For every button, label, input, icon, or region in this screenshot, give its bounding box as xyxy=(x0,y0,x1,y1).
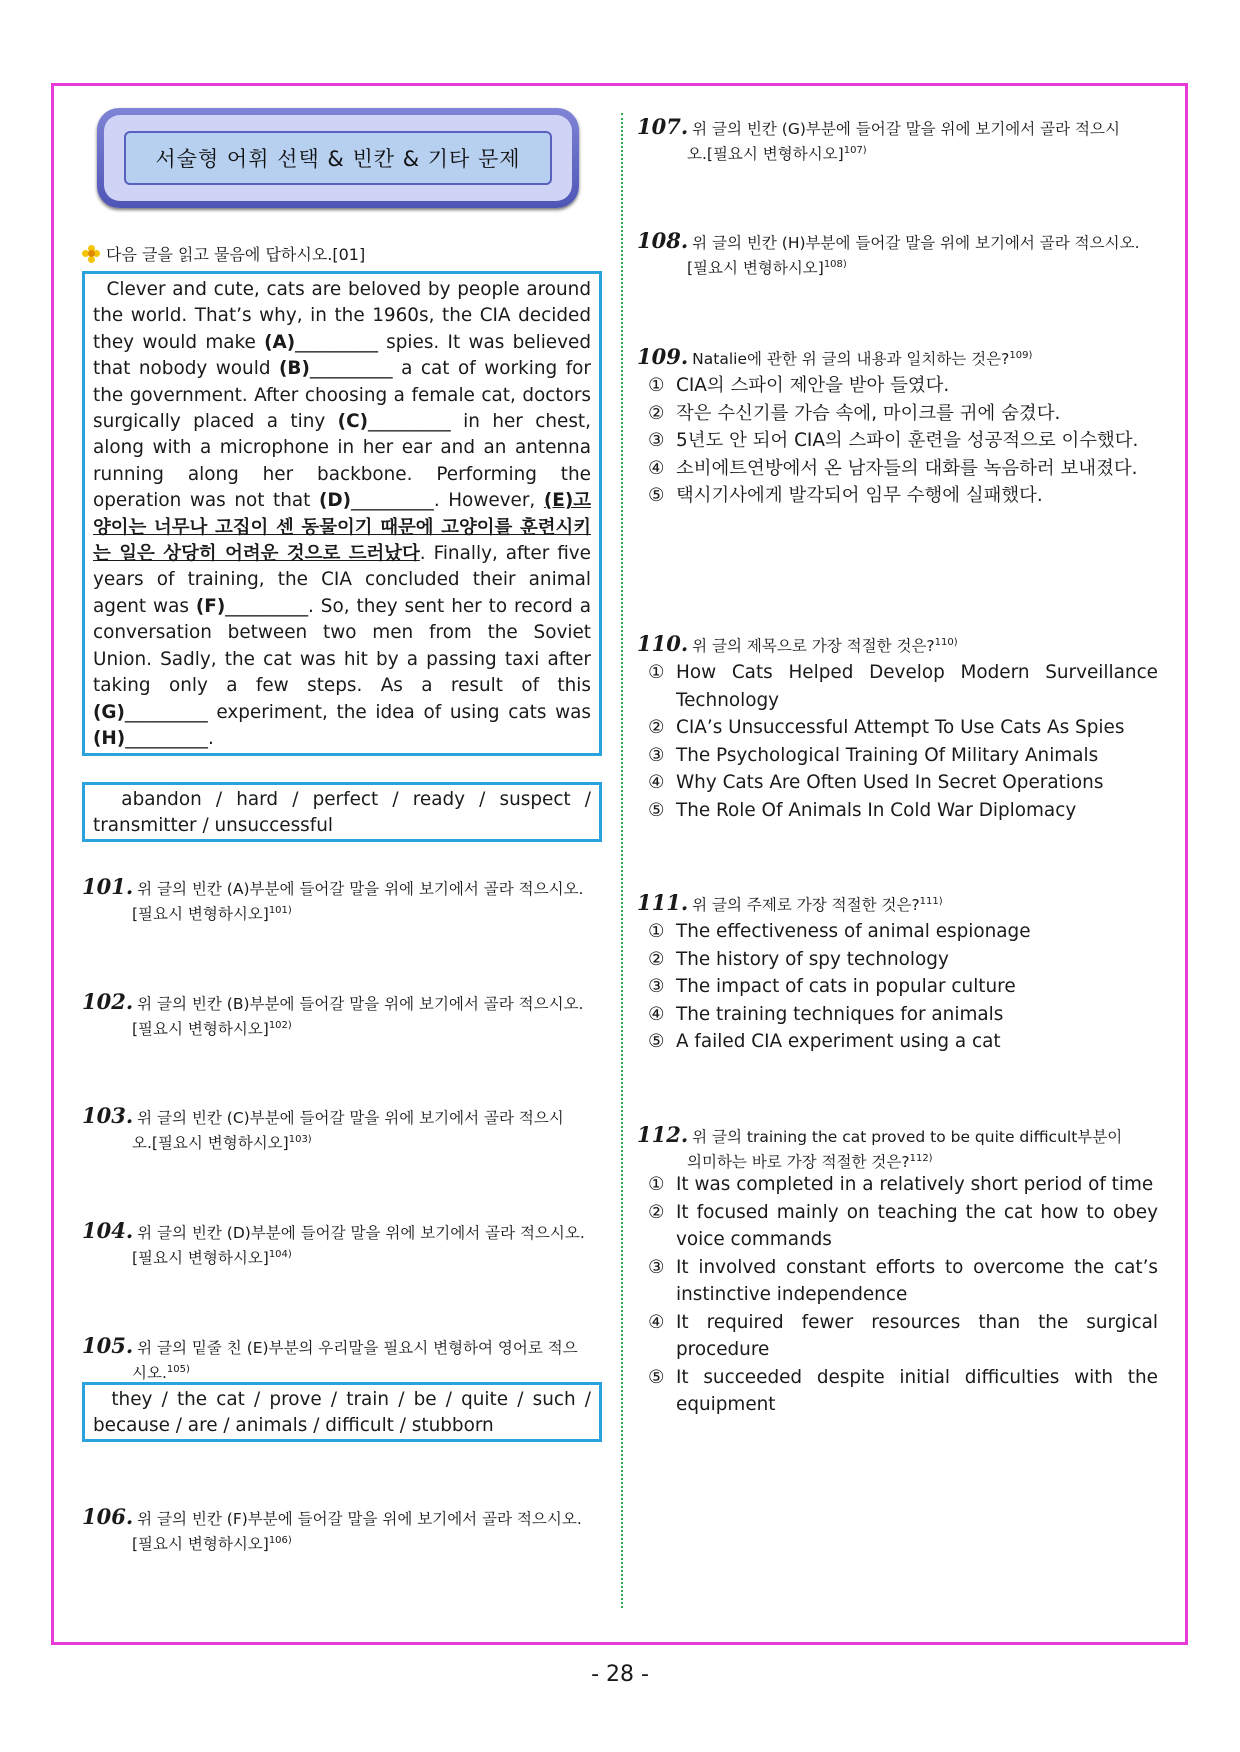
options-112 xyxy=(648,1171,1158,1419)
question-103: 103. 위 글의 빈칸 (C)부분에 들어갈 말을 위에 보기에서 골라 적으시 오.[필요시 변형하시오]$^{103)}$ xyxy=(82,1103,564,1153)
question-107: 107. 위 글의 빈칸 (G)부분에 들어갈 말을 위에 보기에서 골라 적으시 오.[필요시 변형하시오]$^{107)}$ xyxy=(637,114,1120,164)
option[interactable]: ④ 소비에트연방에서 온 남자들의 대화를 녹음하러 보내졌다. xyxy=(648,457,1138,479)
option[interactable]: ③ It involved constant efforts to overcome the cat’s instinctive independence xyxy=(648,1256,1158,1305)
options-110 xyxy=(648,659,1158,824)
question-112: 112. 위 글의 training the cat proved to be quite difficult부분이 의미하는 바로 가장 적절한 것은?$^{112)}$ xyxy=(637,1122,1123,1172)
option[interactable]: ② 작은 수신기를 가슴 속에, 마이크를 귀에 숨겼다. xyxy=(648,402,1061,424)
option[interactable]: ⑤ 택시기사에게 발각되어 임무 수행에 실패했다. xyxy=(648,485,1043,506)
option[interactable]: ② The history of spy technology xyxy=(648,948,949,970)
option[interactable]: ① How Cats Helped Develop Modern Surveillance Technology xyxy=(648,662,1158,711)
question-110: 110. 위 글의 제목으로 가장 적절한 것은?$^{110)}$ xyxy=(637,631,958,657)
option[interactable]: ④ Why Cats Are Often Used In Secret Operations xyxy=(648,772,1104,793)
option[interactable]: ③ The impact of cats in popular culture xyxy=(648,976,1016,997)
options-109 xyxy=(648,372,1158,510)
underlined-e: (E)고양이는 너무나 고집이 센 동물이기 때문에 고양이를 훈련시키는 일은 상당히 어려운 것으로 드러났다 xyxy=(93,490,591,565)
instruction xyxy=(82,242,365,265)
question-106: 106. 위 글의 빈칸 (F)부분에 들어갈 말을 위에 보기에서 골라 적으시오. [필요시 변형하시오]$^{106)}$ xyxy=(82,1504,582,1554)
page-number: - 28 - xyxy=(591,1662,649,1687)
option[interactable]: ① It was completed in a relatively short period of time xyxy=(648,1174,1154,1195)
option[interactable]: ⑤ A failed CIA experiment using a cat xyxy=(648,1031,1001,1052)
question-108: 108. 위 글의 빈칸 (H)부분에 들어갈 말을 위에 보기에서 골라 적으시오. [필요시 변형하시오]$^{108)}$ xyxy=(637,228,1140,278)
flower-icon xyxy=(82,245,100,263)
option[interactable]: ① The effectiveness of animal espionage xyxy=(648,921,1031,942)
option[interactable]: ④ The training techniques for animals xyxy=(648,1003,1004,1025)
word-choice-box-e: they / the cat / prove / train / be / quite / such / because / are / animals / difficult / stubborn xyxy=(82,1382,602,1442)
option[interactable]: ⑤ It succeeded despite initial difficulties with the equipment xyxy=(648,1366,1158,1415)
instruction-text: 다음 글을 읽고 물음에 답하시오.[01] xyxy=(106,245,366,264)
column-divider xyxy=(621,113,623,1608)
option[interactable]: ② It focused mainly on teaching the cat how to obey voice commands xyxy=(648,1201,1158,1250)
option[interactable]: ③ 5년도 안 되어 CIA의 스파이 훈련을 성공적으로 이수했다. xyxy=(648,430,1139,451)
option[interactable]: ② CIA’s Unsuccessful Attempt To Use Cats As Spies xyxy=(648,717,1125,738)
options-111 xyxy=(648,918,1158,1056)
section-title-banner xyxy=(97,108,579,208)
option[interactable]: ④ It required fewer resources than the surgical procedure xyxy=(648,1311,1158,1360)
question-101: 101. 위 글의 빈칸 (A)부분에 들어갈 말을 위에 보기에서 골라 적으시오. [필요시 변형하시오]$^{101)}$ xyxy=(82,874,584,924)
question-109: 109. Natalie에 관한 위 글의 내용과 일치하는 것은?$^{109)}$ xyxy=(637,344,1033,370)
option[interactable]: ⑤ The Role Of Animals In Cold War Diplomacy xyxy=(648,799,1077,821)
question-104: 104. 위 글의 빈칸 (D)부분에 들어갈 말을 위에 보기에서 골라 적으시오. [필요시 변형하시오]$^{104)}$ xyxy=(82,1218,585,1268)
question-105: 105. 위 글의 밑줄 친 (E)부분의 우리말을 필요시 변형하여 영어로 적으 시오.$^{105)}$ xyxy=(82,1333,578,1383)
question-102: 102. 위 글의 빈칸 (B)부분에 들어갈 말을 위에 보기에서 골라 적으시오. [필요시 변형하시오]$^{102)}$ xyxy=(82,989,584,1039)
question-111: 111. 위 글의 주제로 가장 적절한 것은?$^{111)}$ xyxy=(637,890,943,916)
reading-passage: Clever and cute, cats are beloved by people around the world. That’s why, in the 1960s, the CIA decided they would make (A)_________ spies. It was believed that nobody would (B)_________ a cat of working for the government. After choosing a female cat, doctors surgically placed a tiny (C)_________ in her chest, along with a microphone in her ear and an antenna running along her backbone. Performing the operation was not that (D)_________. However, (E)고양이는 너무나 고집이 센 동물이기 때문에 고양이를 훈련시키는 일은 상당히 어려운 것으로 드러났다. Finally, after five years of training, the CIA concluded their animal agent was (F)_________. So, they sent her to record a conversation between two men from the Soviet Union. Sadly, the cat was hit by a passing taxi after taking only a few steps. As a result of this (G)_________ experiment, the idea of using cats was (H)_________. xyxy=(82,271,602,756)
option[interactable]: ① CIA의 스파이 제안을 받아 들였다. xyxy=(648,375,950,396)
word-choice-box: abandon / hard / perfect / ready / suspect / transmitter / unsuccessful xyxy=(82,782,602,842)
option[interactable]: ③ The Psychological Training Of Military Animals xyxy=(648,744,1099,766)
section-title: 서술형 어휘 선택 & 빈칸 & 기타 문제 xyxy=(124,131,552,185)
